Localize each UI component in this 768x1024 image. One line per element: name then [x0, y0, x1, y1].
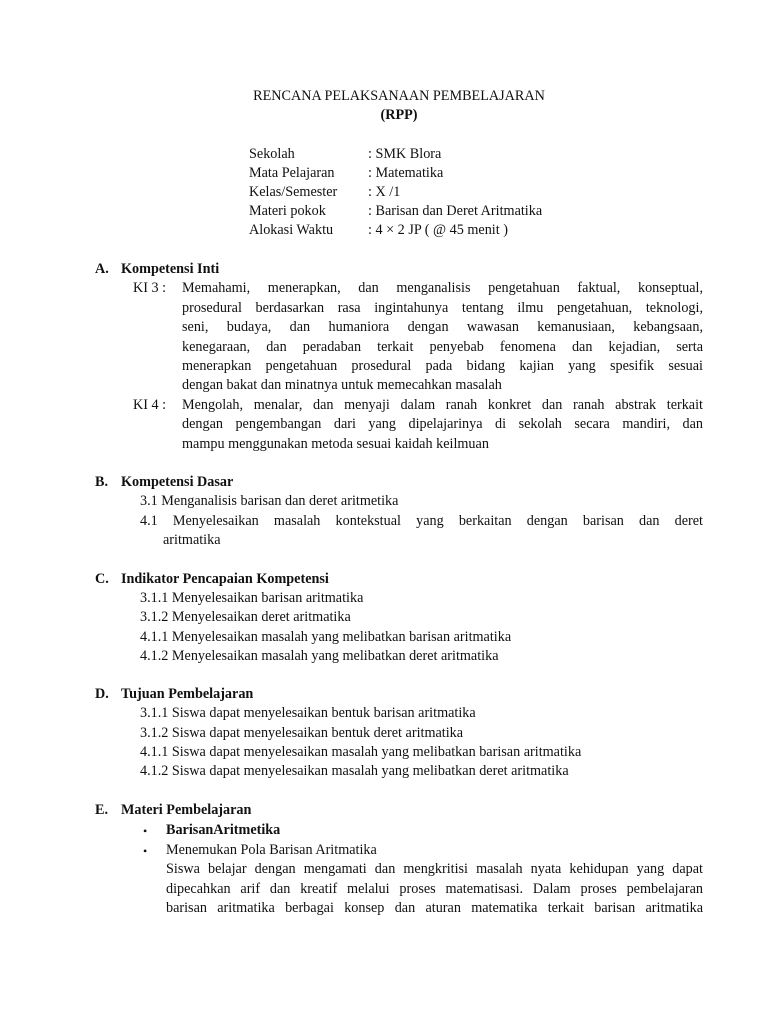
section-e-heading: Materi Pembelajaran: [121, 802, 252, 818]
material-paragraph-line: barisan aritmatika berbagai konsep dan aturan matematika terkait barisan aritmatika: [166, 900, 703, 916]
kd-item: 3.1 Menganalisis barisan dan deret aritmetika: [140, 493, 399, 509]
section-a-letter: A.: [95, 261, 109, 277]
ki4-line: mampu menggunakan metoda sesuai kaidah keilmuan: [182, 436, 489, 452]
ki3-line: menerapkan pengetahuan prosedural pada bidang kajian yang spesifik sesuai: [182, 358, 703, 374]
ki4-line: dengan pengembangan dari yang dipelajarinya di sekolah secara mandiri, dan: [182, 416, 703, 432]
ki4-line: Mengolah, menalar, dan menyaji dalam ranah konkret dan ranah abstrak terkait: [182, 397, 703, 413]
info-label-kelas: Kelas/Semester: [249, 184, 338, 200]
section-d-heading: Tujuan Pembelajaran: [121, 686, 254, 702]
bullet-icon: •: [143, 824, 148, 838]
info-value-mata-pelajaran: : Matematika: [368, 165, 444, 181]
material-bullet-title: BarisanAritmetika: [166, 822, 281, 838]
section-c-letter: C.: [95, 571, 109, 587]
info-value-alokasi: : 4 × 2 JP ( @ 45 menit ): [368, 222, 508, 238]
ki3-line: Memahami, menerapkan, dan menganalisis pengetahuan faktual, konseptual,: [182, 280, 703, 296]
objective-item: 3.1.1 Siswa dapat menyelesaikan bentuk barisan aritmatika: [140, 705, 476, 721]
indicator-item: 4.1.1 Menyelesaikan masalah yang melibatkan barisan aritmatika: [140, 629, 512, 645]
material-bullet-subtitle: Menemukan Pola Barisan Aritmatika: [166, 842, 377, 858]
objective-item: 4.1.1 Siswa dapat menyelesaikan masalah yang melibatkan barisan aritmatika: [140, 744, 582, 760]
document-title: RENCANA PELAKSANAAN PEMBELAJARAN: [253, 88, 545, 104]
ki3-line: dengan bakat dan minatnya untuk memecahkan masalah: [182, 377, 502, 393]
ki3-line: prosedural berdasarkan rasa ingintahunya tentang ilmu pengetahuan, teknologi,: [182, 300, 703, 316]
ki3-line: kenegaraan, dan peradaban terkait penyebab fenomena dan kejadian, serta: [182, 339, 703, 355]
ki3-line: seni, budaya, dan humaniora dengan wawasan kemanusiaan, kebangsaan,: [182, 319, 703, 335]
indicator-item: 3.1.2 Menyelesaikan deret aritmatika: [140, 609, 351, 625]
ki3-label: KI 3 :: [133, 280, 167, 296]
info-value-materi: : Barisan dan Deret Aritmatika: [368, 203, 543, 219]
info-value-sekolah: : SMK Blora: [368, 146, 442, 162]
info-label-sekolah: Sekolah: [249, 146, 295, 162]
indicator-item: 4.1.2 Menyelesaikan masalah yang melibatkan deret aritmatika: [140, 648, 499, 664]
section-b-letter: B.: [95, 474, 109, 490]
material-paragraph-line: Siswa belajar dengan mengamati dan mengkritisi masalah nyata kehidupan yang dapat: [166, 861, 703, 877]
section-a-heading: Kompetensi Inti: [121, 261, 220, 277]
info-label-alokasi: Alokasi Waktu: [249, 222, 334, 238]
section-d-letter: D.: [95, 686, 109, 702]
info-label-materi: Materi pokok: [249, 203, 326, 219]
section-b-heading: Kompetensi Dasar: [121, 474, 234, 490]
bullet-icon: •: [143, 844, 148, 858]
info-value-kelas: : X /1: [368, 184, 401, 200]
objective-item: 3.1.2 Siswa dapat menyelesaikan bentuk deret aritmatika: [140, 725, 464, 741]
objective-item: 4.1.2 Siswa dapat menyelesaikan masalah yang melibatkan deret aritmatika: [140, 763, 569, 779]
section-c-heading: Indikator Pencapaian Kompetensi: [121, 571, 329, 587]
document-subtitle: (RPP): [380, 107, 418, 123]
info-label-mata-pelajaran: Mata Pelajaran: [249, 165, 335, 181]
material-paragraph-line: dipecahkan arif dan kreatif melalui proses matematisasi. Dalam proses pembelajaran: [166, 881, 703, 897]
kd-item: 4.1 Menyelesaikan masalah kontekstual yang berkaitan dengan barisan dan deret: [140, 513, 703, 529]
section-e-letter: E.: [95, 802, 109, 818]
ki4-label: KI 4 :: [133, 397, 167, 413]
kd-item-continuation: aritmatika: [163, 532, 221, 548]
indicator-item: 3.1.1 Menyelesaikan barisan aritmatika: [140, 590, 364, 606]
